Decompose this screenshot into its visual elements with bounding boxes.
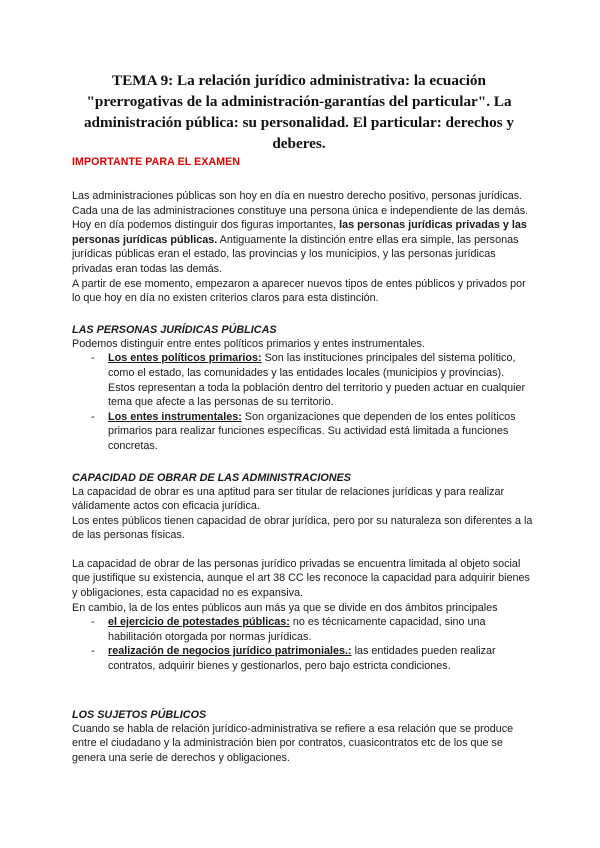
intro-p2-rest: Antiguamente la distinción entre ellas era simple, las personas jurídicas públicas eran el estado, las provincias y los municipios, y las personas jurídicas privadas eran todas las demás. [72,233,519,275]
section-heading-capacidad: CAPACIDAD DE OBRAR DE LAS ADMINISTRACIONES [72,471,351,484]
intro-p2-text: Hoy en día podemos distinguir dos figuras importantes, [72,219,340,232]
paragraph-gap [72,543,534,557]
section2-list [72,615,534,673]
intro-paragraph-1: Las administraciones públicas son hoy en día en nuestro derecho positivo, personas jurídicas. Cada una de las administraciones constituye una persona única e independiente de las demás. [72,190,529,217]
section1-list [72,351,534,453]
intro-paragraph-2 [72,218,534,276]
list-item-text: Son las instituciones principales del sistema político, como el estado, las comunidades y las entidades locales (municipios y provincias). Estos representan a toda la población dentro del territorio y pueden actuar en cualquier tema que afecte a las personas de su territorio. [108,352,526,409]
intro-paragraph-3: A partir de ese momento, empezaron a aparecer nuevos tipos de entes públicos y privados por lo que hoy en día no existen criterios claros para esta distinción. [72,277,526,305]
intro-p2-bold: las personas jurídicas privadas y las personas jurídicas públicas. [72,219,527,246]
list-item [108,351,534,409]
list-item-text: no es técnicamente capacidad, sino una habilitación otorgada por normas jurídicas. [108,616,486,643]
important-label: IMPORTANTE PARA EL EXAMEN [72,156,241,168]
section-heading-personas: LAS PERSONAS JURÍDICAS PÚBLICAS [72,323,277,336]
list-item [108,615,534,644]
list-item-text: Son organizaciones que dependen de los entes políticos primarios para realizar funciones específicas. Su actividad está limitada a funciones concretas. [108,410,516,452]
list-item-term: Los entes políticos primarios: [108,352,262,365]
section-heading-sujetos: LOS SUJETOS PÚBLICOS [72,708,207,721]
section1-lead: Podemos distinguir entre entes políticos primarios y entes instrumentales. [72,337,425,350]
section2-paragraph-1: La capacidad de obrar es una aptitud para ser titular de relaciones jurídicas y para realizar válidamente actos con eficacia jurídica. [72,485,505,513]
section3-paragraph-1: Cuando se habla de relación jurídico-administrativa se refiere a esa relación que se produce entre el ciudadano y la administración bien por contratos, cuasicontratos etc de los que se genera una serie de derechos y obligaciones. [72,722,514,764]
list-item-text: las entidades pueden realizar contratos, adquirir bienes y gestionarlos, pero bajo estricta condiciones. [108,645,496,673]
list-item-term: Los entes instrumentales: [108,410,242,423]
list-item [108,410,534,454]
document-title: TEMA 9: La relación jurídico administrativa: la ecuación "prerrogativas de la administración-garantías del particular". La administración pública: su personalidad. El particular: derechos y deberes. [83,72,515,152]
section2-paragraph-4: En cambio, la de los entes públicos aun más ya que se divide en dos ámbitos principales [72,601,498,614]
list-item-term: realización de negocios jurídico patrimoniales.: [108,645,352,658]
section2-paragraph-3: La capacidad de obrar de las personas jurídico privadas se encuentra limitada al objeto social que justifique su existencia, aunque el art 38 CC les reconoce la capacidad para adquirir bienes y obligaciones, esta capacidad no es expansiva. [72,557,530,600]
list-item [108,644,534,673]
list-item-term: el ejercicio de potestades públicas: [108,616,290,629]
section2-paragraph-2: Los entes públicos tienen capacidad de obrar jurídica, pero por su naturaleza son diferentes a la de las personas físicas. [72,514,533,542]
